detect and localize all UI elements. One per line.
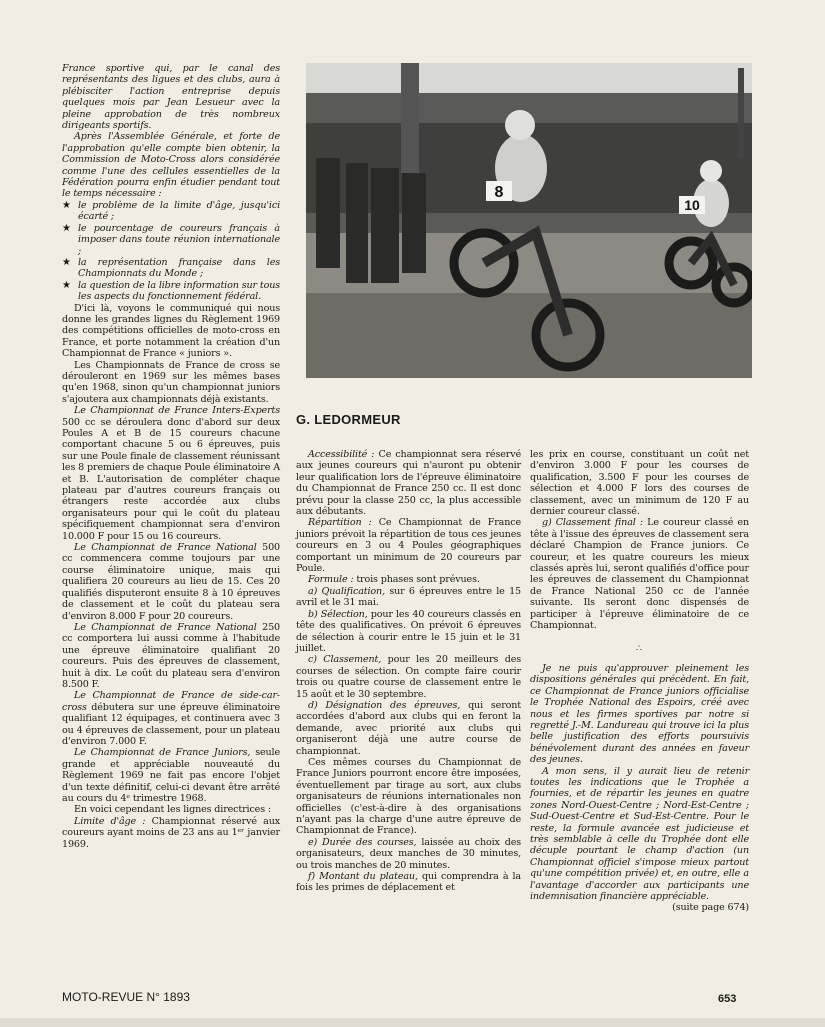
article-column-2 [296, 449, 521, 894]
list-item: ★ la question de la libre information sur tous les aspects du fonctionnement fédéral. [62, 279, 280, 303]
list-item: ★ le problème de la limite d'âge, jusqu'ici écarté ; [62, 199, 280, 223]
paragraph: Répartition : Ce Championnat de France juniors prévoit la répartition de tous ces jeunes coureurs en 3 ou 4 Poules géographiques comportant un minimum de 20 coureurs par Poule. [296, 517, 521, 575]
paragraph: Le Championnat de France Inters-Experts 500 cc se déroulera donc d'abord sur deux Poules A et B de 15 coureurs chacune comportant chacune 5 ou 6 épreuves, puis sur une Poule finale de classement réunissant les 8 premiers de chaque Poule éliminatoire A et B. L'autorisation de compléter chaque plateau par d'autres coureurs français ou étrangers reste accordée aux clubs organisateurs pour qui le coût du plateau spécifiquement championnat sera d'environ 10.000 F pour 15 ou 16 coureurs. [62, 405, 280, 542]
rider-bib-left: 8 [494, 184, 504, 201]
star-bullet-icon: ★ [62, 199, 71, 211]
article-column-1 [62, 63, 280, 850]
paragraph: les prix en course, constituant un coût net d'environ 3.000 F pour les courses de qualification, 3.500 F pour les courses de sélection et 4.000 F lors des courses de classement, avec un minimum de 120 F au dernier coureur classé. [530, 449, 749, 518]
paragraph: Ces mêmes courses du Championnat de France Juniors pourront encore être imposées, éventuellement par tirage au sort, aux clubs organisateurs de réunions internationales non officielles (c'est-à-dire à des organisations n'ayant pas la charge d'une autre épreuve de Championnat de France). [296, 756, 521, 837]
star-bullet-icon: ★ [62, 256, 71, 268]
paragraph: A mon sens, il y aurait lieu de retenir toutes les indications que le Trophée a fournies, et de répartir les jeunes en quatre zones Nord-Ouest-Centre ; Nord-Est-Centre ; Sud-Ouest-Centre et Sud-Est-Centre. Pour le reste, la formule avancée est judicieuse et très semblable à celle du Trophée dont elle décuple pourtant le champ d'action (un Championnat officiel s'impose mieux partout qu'une compétition privée) et, en outre, elle a l'avantage d'accorder aux participants une indemnisation financière appréciable. [530, 765, 749, 903]
magazine-issue: MOTO-REVUE N° 1893 [62, 990, 190, 1004]
paragraph: a) Qualification, sur 6 épreuves entre le 15 avril et le 31 mai. [296, 585, 521, 609]
paragraph: En voici cependant les lignes directrices : [74, 804, 271, 816]
paragraph: c) Classement, pour les 20 meilleurs des courses de sélection. On compte faire courir trois ou quatre course de classement entre le 15 août et le 30 septembre. [296, 654, 522, 700]
paragraph: Le Championnat de France Juniors, seule grande et appréciable nouveauté du Règlement 1969 ne fait pas encore l'objet d'un texte définitif, celui-ci devant être arrêté au cours du 4ᵉ trimestre 1968. [62, 747, 280, 804]
paragraph: Le Championnat de France National 500 cc commencera comme toujours par une course éliminatoire unique, mais qui qualifiera 20 coureurs au lieu de 15. Ces 20 qualifiés disputeront ensuite 8 à 10 épreuves de classement et le coût du plateau sera d'environ 8.000 F pour 20 coureurs. [62, 542, 280, 622]
paragraph: Formule : trois phases sont prévues. [308, 574, 480, 586]
page-edge [0, 1018, 825, 1027]
list-item: ★ la représentation française dans les Championnats du Monde ; [62, 256, 280, 280]
paragraph: Accessibilité : Ce championnat sera réservé aux jeunes coureurs qui n'auront pu obtenir leur qualification lors de l'épreuve éliminatoire du Championnat de France 250 cc. Il est donc prévu pour la classe 250 cc, la plus accessible aux débutants. [296, 449, 521, 518]
section-separator: ∴ [636, 643, 643, 654]
paragraph: D'ici là, voyons le communiqué qui nous donne les grandes lignes du Règlement 1969 des compétitions officielles de moto-cross en France, et porte notamment la création d'un Championnat de France « juniors ». [62, 302, 280, 360]
paragraph: Après l'Assemblée Générale, et forte de l'approbation qu'elle compte bien obtenir, la Commission de Moto-Cross alors considérée comme l'une des cellules essentielles de la Fédération pourra enfin étudier pendant tout le temps nécessaire : [62, 131, 280, 200]
continued-note: (suite page 674) [672, 902, 749, 914]
list-item: ★ le pourcentage de coureurs français à imposer dans toute réunion internationale ; [62, 222, 280, 257]
paragraph: e) Durée des courses, laissée au choix des organisateurs, deux manches de 30 minutes, ou trois manches de 20 minutes. [296, 836, 521, 871]
paragraph: France sportive qui, par le canal des représentants des ligues et des clubs, aura à plébisciter l'action entreprise depuis quelques mois par Jean Lesueur avec la pleine approbation de très nombreux dirigeants sportifs. [62, 63, 280, 132]
author-byline: G. LEDORMEUR [296, 412, 401, 427]
article-column-3 [530, 449, 749, 914]
paragraph: g) Classement final : Le coureur classé en tête à l'issue des épreuves de classement sera déclaré Champion de France juniors. Ce coureur, et les quatre coureurs les mieux classés après lui, seront qualifiés d'office pour les épreuves de classement du Championnat de France National 250 cc de l'année suivante. Ils seront donc dispensés de participer à l'épreuve éliminatoire de ce Championnat. [530, 517, 749, 632]
rider-bib-right: 10 [684, 197, 700, 213]
paragraph: Limite d'âge : Championnat réservé aux coureurs ayant moins de 23 ans au 1ᵉʳ janvier 1969. [62, 815, 280, 850]
paragraph: d) Désignation des épreuves, qui seront accordées d'abord aux clubs qui en feront la demande, avec priorité aux clubs qui organiseront déjà une autre course de championnat. [296, 699, 521, 757]
paragraph: b) Sélection, pour les 40 coureurs classés en tête des qualificatives. On prévoit 6 épreuves de sélection à courir entre le 15 juin et le 31 juillet. [296, 608, 521, 654]
star-bullet-icon: ★ [62, 222, 71, 234]
star-bullet-icon: ★ [62, 279, 71, 291]
motocross-photo [306, 63, 752, 378]
page-number: 653 [718, 993, 737, 1005]
paragraph: f) Montant du plateau, qui comprendra à la fois les primes de déplacement et [296, 871, 521, 894]
paragraph: Les Championnats de France de cross se dérouleront en 1969 sur les mêmes bases qu'en 1968, sinon qu'un championnat juniors s'ajoutera aux championnats déjà existants. [62, 359, 280, 405]
paragraph: Je ne puis qu'approuver pleinement les dispositions générales qui précèdent. En fait, ce Championnat de France juniors officialise le Trophée National des Espoirs, créé avec nous et les firmes sportives par notre si regretté J.-M. Landureau qui trouve ici la plus belle justification des efforts poursuivis bénévolement durant des années en faveur des jeunes. [530, 662, 749, 766]
paragraph: Le Championnat de France National 250 cc comportera lui aussi comme à l'habitude une épreuve éliminatoire qualifiant 20 coureurs. Puis des épreuves de classement, huit à dix. Le coût du plateau sera d'environ 8.500 F. [62, 621, 280, 690]
paragraph: Le Championnat de France de side-car-cross débutera sur une épreuve éliminatoire qualifiant 12 équipages, et continuera avec 3 ou 4 épreuves de classement, pour un plateau d'environ 7.000 F. [62, 690, 280, 747]
motocross-riders-illustration [306, 63, 752, 378]
